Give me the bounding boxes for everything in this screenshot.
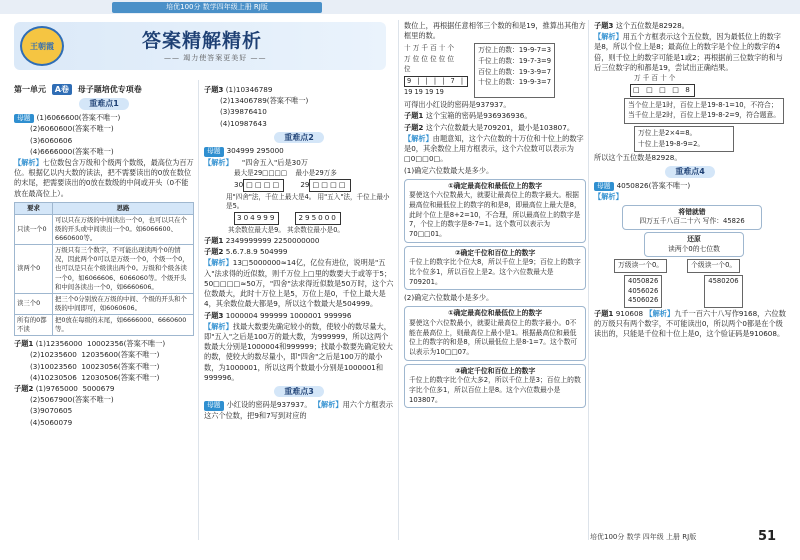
- column-2: 子题3 (1)10346789 (2)13406789(答案不唯一) (3)39876410 (4)10987643 重难点2 母题 304999 295000 【解析】 "四舍五入"后是30万 最大是29□□□□ 最小是29万多 30 □□□□ 29 □□□□ 用"四舍"法，千位上最大是4。 用"五入"法，千位上最小是5。 304999 295000 其余数位最大是9。 其余数位最小是0。 子题1 2349999999 2250000000 子题2 5.6.7.8.9 504999 【解析】13□5000000≈14亿，亿位有进位，说明是"五入"法求得的近似数，则千万位上□里的数要大于或等于5；50□□□□≈50万，"四舍"法求得近似数是50万时，这个六位数最大，此时十万位上是5，万位上是0，千位上最大是4，其余数位最大都是9，所以这个数最大是504999。 子题3 1000004 999999 1000001 999996 【解析】找最大数要先确定较小的数，使较小的数尽量大，即"五入"之后是100万的最大数，为999999，所以这两个数最大分别是1000004和999999；找最小数要先确定较大的数，使较大的数尽量小，即"四舍"之后是100万的最小数，为1000001，所以这两个数最小分别是1000001和999996。 重难点3 母题 小红设的密码是937937。 【解析】用六个方框表示这六个位数，把9和7写到对应的: [204, 85, 394, 421]
- mother-question-label: 母题: [14, 114, 34, 124]
- section-heading: 重难点4: [594, 166, 786, 177]
- page-title: 答案精解精析: [142, 30, 263, 52]
- top-bar: [0, 0, 800, 14]
- column-divider: [398, 20, 399, 540]
- sub-question-label: 子题1: [14, 339, 34, 349]
- step-box: ①确定最高位和最低位上的数字 要使这个六位数最大，就要让最高位上的数字最大。根据最高位和最低位上的数字的和是8，即最高位上最大是8，此时个位上是8+2=10，不合理，所以最高位上的数字是7，个位上的数字是8-7=1。这个数可以表示为70□□01。: [404, 179, 586, 243]
- requirement-table: 要求 思路 只读一个0 可以只在万级的中间读出一个0，也可以只在个级的开头或中间读出一个0。如6066600、6660600等。 读两个0 万级只有三个数字，不可能出现读两个0的情况，因此两个0可以是万级一个0，个级一个0，也可以是只在个级读出两个0。万级和个级各读一个0，如6066606、6066060等。个级开头和中间各读出一个0，如6660606。 读三个0 把三个0分别放在万级的中间、个级的开头和个级的中间即可，如6060606。 所有的0都不读 把0放在每级的末尾，如6666000、6660600等。: [14, 202, 194, 336]
- page-number: 51: [758, 529, 777, 544]
- section-heading: 重难点3: [204, 386, 394, 397]
- column-divider: [588, 20, 589, 540]
- step-box: ②确定千位和百位上的数字 千位上的数字比个位大8，所以千位上是9；百位上的数字比个位多1，所以百位上是2。这个六位数最大是709201。: [404, 246, 586, 291]
- sub-question-label: 子题2: [14, 383, 34, 393]
- analysis: 【解析】七位数包含万级和个级两个数级，最高位为百万位。根据亿以内大数的读法，把不需要读出的0放在数位的末尾，把需要读出的0放在数级的中间或开头（0不能放在最高位上）。: [14, 158, 194, 198]
- column-3: 数位上，再根据任意相邻三个数的和是19，推算出其他方框里的数。 十 万 千 百 十 个 万 位 位 位 位 位 位 9 | | | | 7 | 19 19 19 19 万位上的数：19-9-7=3 千位上的数：19-7-3=9 百位上的数：19-3-9=7 十位上的数：19-9-3=7 可得出小红设的密码是937937。 子题1 这个宝箱的密码是936936936。 子题2 这个六位数最大是709201，最小是103807。 【解析】由题意知，这个六位数的十万位和十位上的数字是0，其余数位上用方框表示，这个六位数可以表示为□0□□0□。 (1)确定六位数最大是多少。 ①确定最高位和最低位上的数字 要使这个六位数最大，就要让最高位上的数字最大。根据最高位和最低位上的数字的和是8，即最高位上最大是8，此时个位上是8+2=10，不合理，所以最高位上的数字是7，个位上的数字是8-7=1。这个数可以表示为70□□01。 ②确定千位和百位上的数字 千位上的数字比个位大8，所以千位上是9；百位上的数字比个位多1，所以百位上是2。这个六位数最大是709201。 (2)确定六位数最小是多少。 ①确定最高位和最低位上的数字 要使这个六位数最小，就要让最高位上的数字最小。0不能在最高位上，则最高位上最小是1。根据最高位和最低位上的数字的和是8，所以最低位上是8-1=7。这个数可以表示为10□□07。 ②确定千位和百位上的数字 千位上的数字比个位大多2，所以千位上是3；百位上的数字比个位多1，所以百位上是8。这个六位数最小是103807。: [404, 20, 586, 411]
- answer-line: (3)6060606: [30, 135, 73, 145]
- section-heading: 重难点1: [14, 98, 194, 109]
- title-banner: [14, 22, 386, 70]
- paper-tag: A卷: [52, 84, 72, 95]
- answer-line: (4)6666000(答案不唯一): [30, 146, 114, 156]
- brand-logo: 王朝霞: [20, 26, 64, 66]
- page-footer: 培优100分 数学 四年级 上册 RJ版: [590, 533, 697, 541]
- book-tag: 培优100分 数学四年级上册 RJ版: [112, 2, 322, 13]
- unit-heading: 第一单元 A卷 母子题培优专项卷: [14, 85, 142, 94]
- step-box: ②确定千位和百位上的数字 千位上的数字比个位大多2，所以千位上是3；百位上的数字比个位多1，所以百位上是8。这个六位数最小是103807。: [404, 364, 586, 409]
- page-subtitle: —— 竭力使答案更美好 ——: [164, 54, 267, 62]
- step-box: ①确定最高位和最低位上的数字 要使这个六位数最小，就要让最高位上的数字最小。0不能在最高位上，则最高位上最小是1。根据最高位和最低位上的数字的和是8，所以最低位上是8-1=7。这个数可以表示为10□□07。: [404, 306, 586, 360]
- column-divider: [198, 80, 199, 540]
- column-1: 第一单元 A卷 母子题培优专项卷 重难点1 母题 (1)6066600(答案不唯一) (2)6060600(答案不唯一) (3)6060606 (4)6666000(答案不唯一) 【解析】七位数包含万级和个级两个数级，最高位为百万位。根据亿以内大数的读法，把不需要读出的0放在数位的末尾，把需要读出的0放在数级的中间或开头（0不能放在最高位上）。 要求 思路 只读一个0 可以只在万级的中间读出一个0，也可以只在个级的开头或中间读出一个0。如6066600、6660600等。 读两个0 万级只有三个数字，不可能出现读两个0的情况，因此两个0可以是万级一个0，个级一个0，也可以是只在个级读出两个0。万级和个级各读一个0，如6066606、6066060等。个级开头和中间各读出一个0，如6660606。 读三个0 把三个0分别放在万级的中间、个级的开头和个级的中间即可，如6060606。 所有的0都不读 把0放在每级的末尾，如6666000、6660600等。 子题1 (1)12356000 10002356(答案不唯一) (2)10235600 12035600(答案不唯一) (3)10023560 10023056(答案不唯一) (4)10230506 12030506(答案不唯一) 子题2 (1)9765000 5000679 (2)5067900(答案不唯一) (3)9070605 (4)5060079: [14, 85, 194, 427]
- column-4: 子题3 这个五位数是82928。 【解析】用五个方框表示这个五位数，因为最低位上的数字是8，所以个位上是8；最高位上的数字是个位上的数字的4倍，则千位上的数字可能是1或2；再根据前三位数字的和与后三位数字的和都是19，尝试出正确结果。 万 千 百 十 个 □ □ □ □ 8 当个位上是1时，百位上是19-8-1=10，不符合； 当千位上是2时，百位上是19-8-2=9，符合题意。 万位上是2×4=8。 十位上是19-8-9=2。 所以这个五位数是82928。 重难点4 母题 4050826(答案不唯一) 【解析】 将错就错 四万五千八百二十六 写作：45826 还原 读两个0的七位数 万级读一个0。 个级读一个0。 4050826 4056026 4506026 4580206 子题1 910608 【解析】九千一百六十八写作9168，六位数的万级只有两个数字，不可能读出0，所以两个0都是在个级读出的，只能是千位和十位上是0，这个验证码是910608。: [594, 21, 786, 339]
- section-heading: 重难点2: [204, 132, 394, 143]
- answer-line: (2)6060600(答案不唯一): [30, 124, 114, 134]
